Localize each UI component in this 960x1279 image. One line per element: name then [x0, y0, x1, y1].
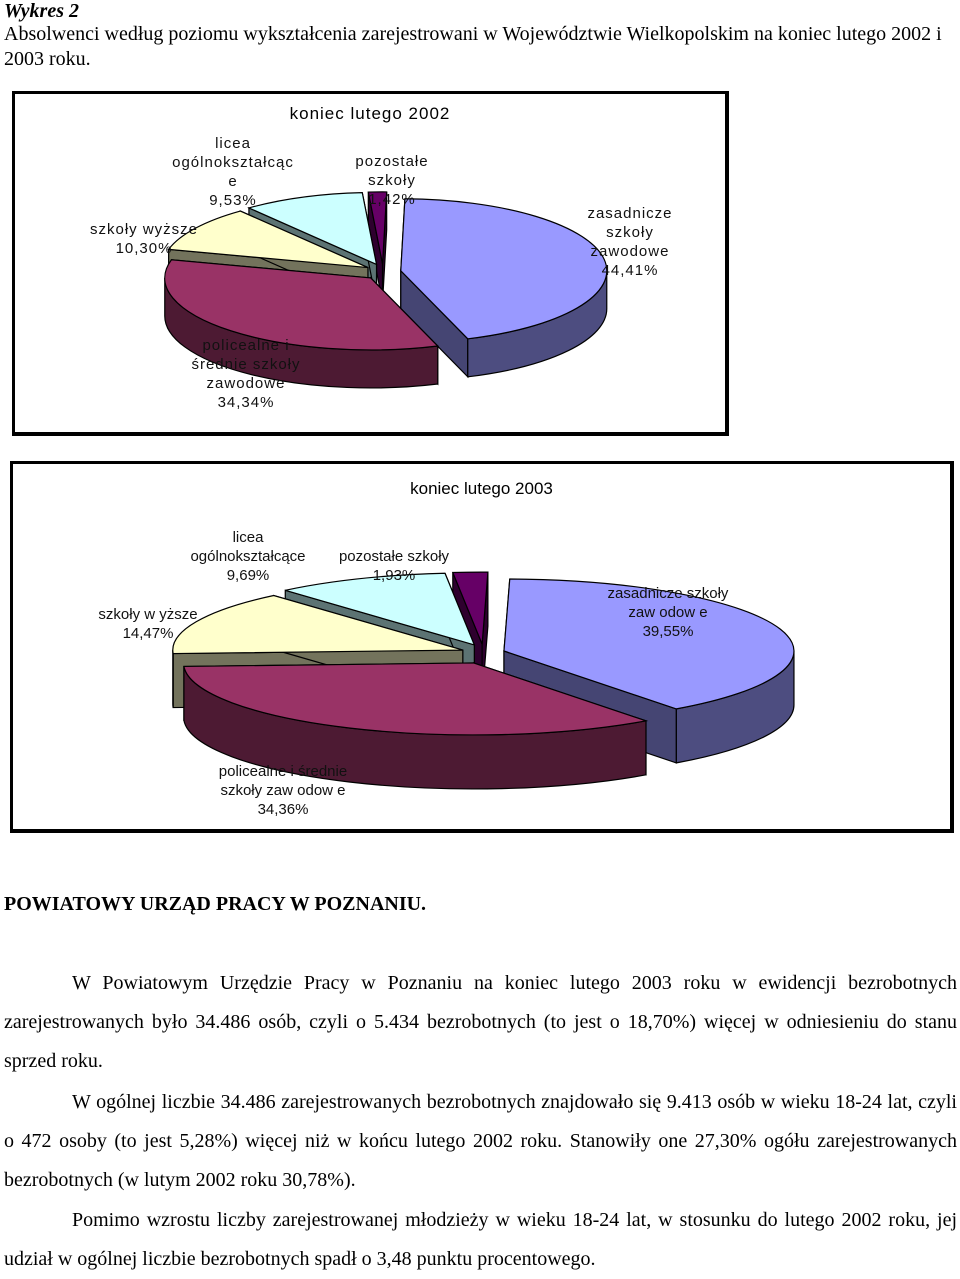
pie-chart-2003	[10, 461, 954, 833]
label-pozostale: pozostałe szkoły 1,42%	[337, 152, 447, 209]
chart-title: koniec lutego 2002	[15, 104, 725, 124]
label-wyzsze: szkoły wyższe 10,30%	[79, 220, 209, 258]
label-policealne: policealne i średnie szkoły zawodowe 34,34%	[171, 336, 321, 412]
figure-caption: Absolwenci według poziomu wykształcenia zarejestrowani w Województwie Wielkopolskim na koniec lutego 2002 i 2003 roku.	[4, 22, 956, 72]
label-wyzsze: szkoły w yższe 14,47%	[83, 605, 213, 643]
figure-label: Wykres 2	[4, 0, 79, 23]
label-pozostale: pozostałe szkoły 1,93%	[329, 547, 459, 585]
paragraph: W Powiatowym Urzędzie Pracy w Poznaniu na koniec lutego 2003 roku w ewidencji bezrobotnych zarejestrowanych było 34.486 osób, czyli o 5.434 bezrobotnych (to jest o 18,70%) więcej w odniesieniu do stanu sprzed roku.	[4, 964, 957, 1081]
label-licea: licea ogólnokształcące 9,69%	[173, 528, 323, 585]
label-policealne: policealne i średnie szkoły zaw odow e 34,36%	[203, 762, 363, 819]
chart-title: koniec lutego 2003	[13, 479, 950, 499]
label-zasadnicze: zasadnicze szkoły zawodowe 44,41%	[570, 204, 690, 280]
label-zasadnicze: zasadnicze szkoły zaw odow e 39,55%	[583, 584, 753, 641]
paragraph: W ogólnej liczbie 34.486 zarejestrowanych bezrobotnych znajdowało się 9.413 osób w wieku 18-24 lat, czyli o 472 osoby (to jest 5,28%) więcej niż w końcu lutego 2002 roku. Stanowiły one 27,30% ogółu zarejestrowanych bezrobotnych (w lutym 2002 roku 30,78%).	[4, 1083, 957, 1200]
paragraph: Pomimo wzrostu liczby zarejestrowanej młodzieży w wieku 18-24 lat, w stosunku do lutego 2002 roku, jej udział w ogólnej liczbie bezrobotnych spadł o 3,48 punktu procentowego.	[4, 1201, 957, 1279]
label-licea: licea ogólnokształcąc e 9,53%	[163, 134, 303, 210]
section-heading: POWIATOWY URZĄD PRACY W POZNANIU.	[4, 893, 426, 916]
pie-chart-2002	[12, 91, 729, 436]
pie-svg-2003	[13, 464, 957, 836]
